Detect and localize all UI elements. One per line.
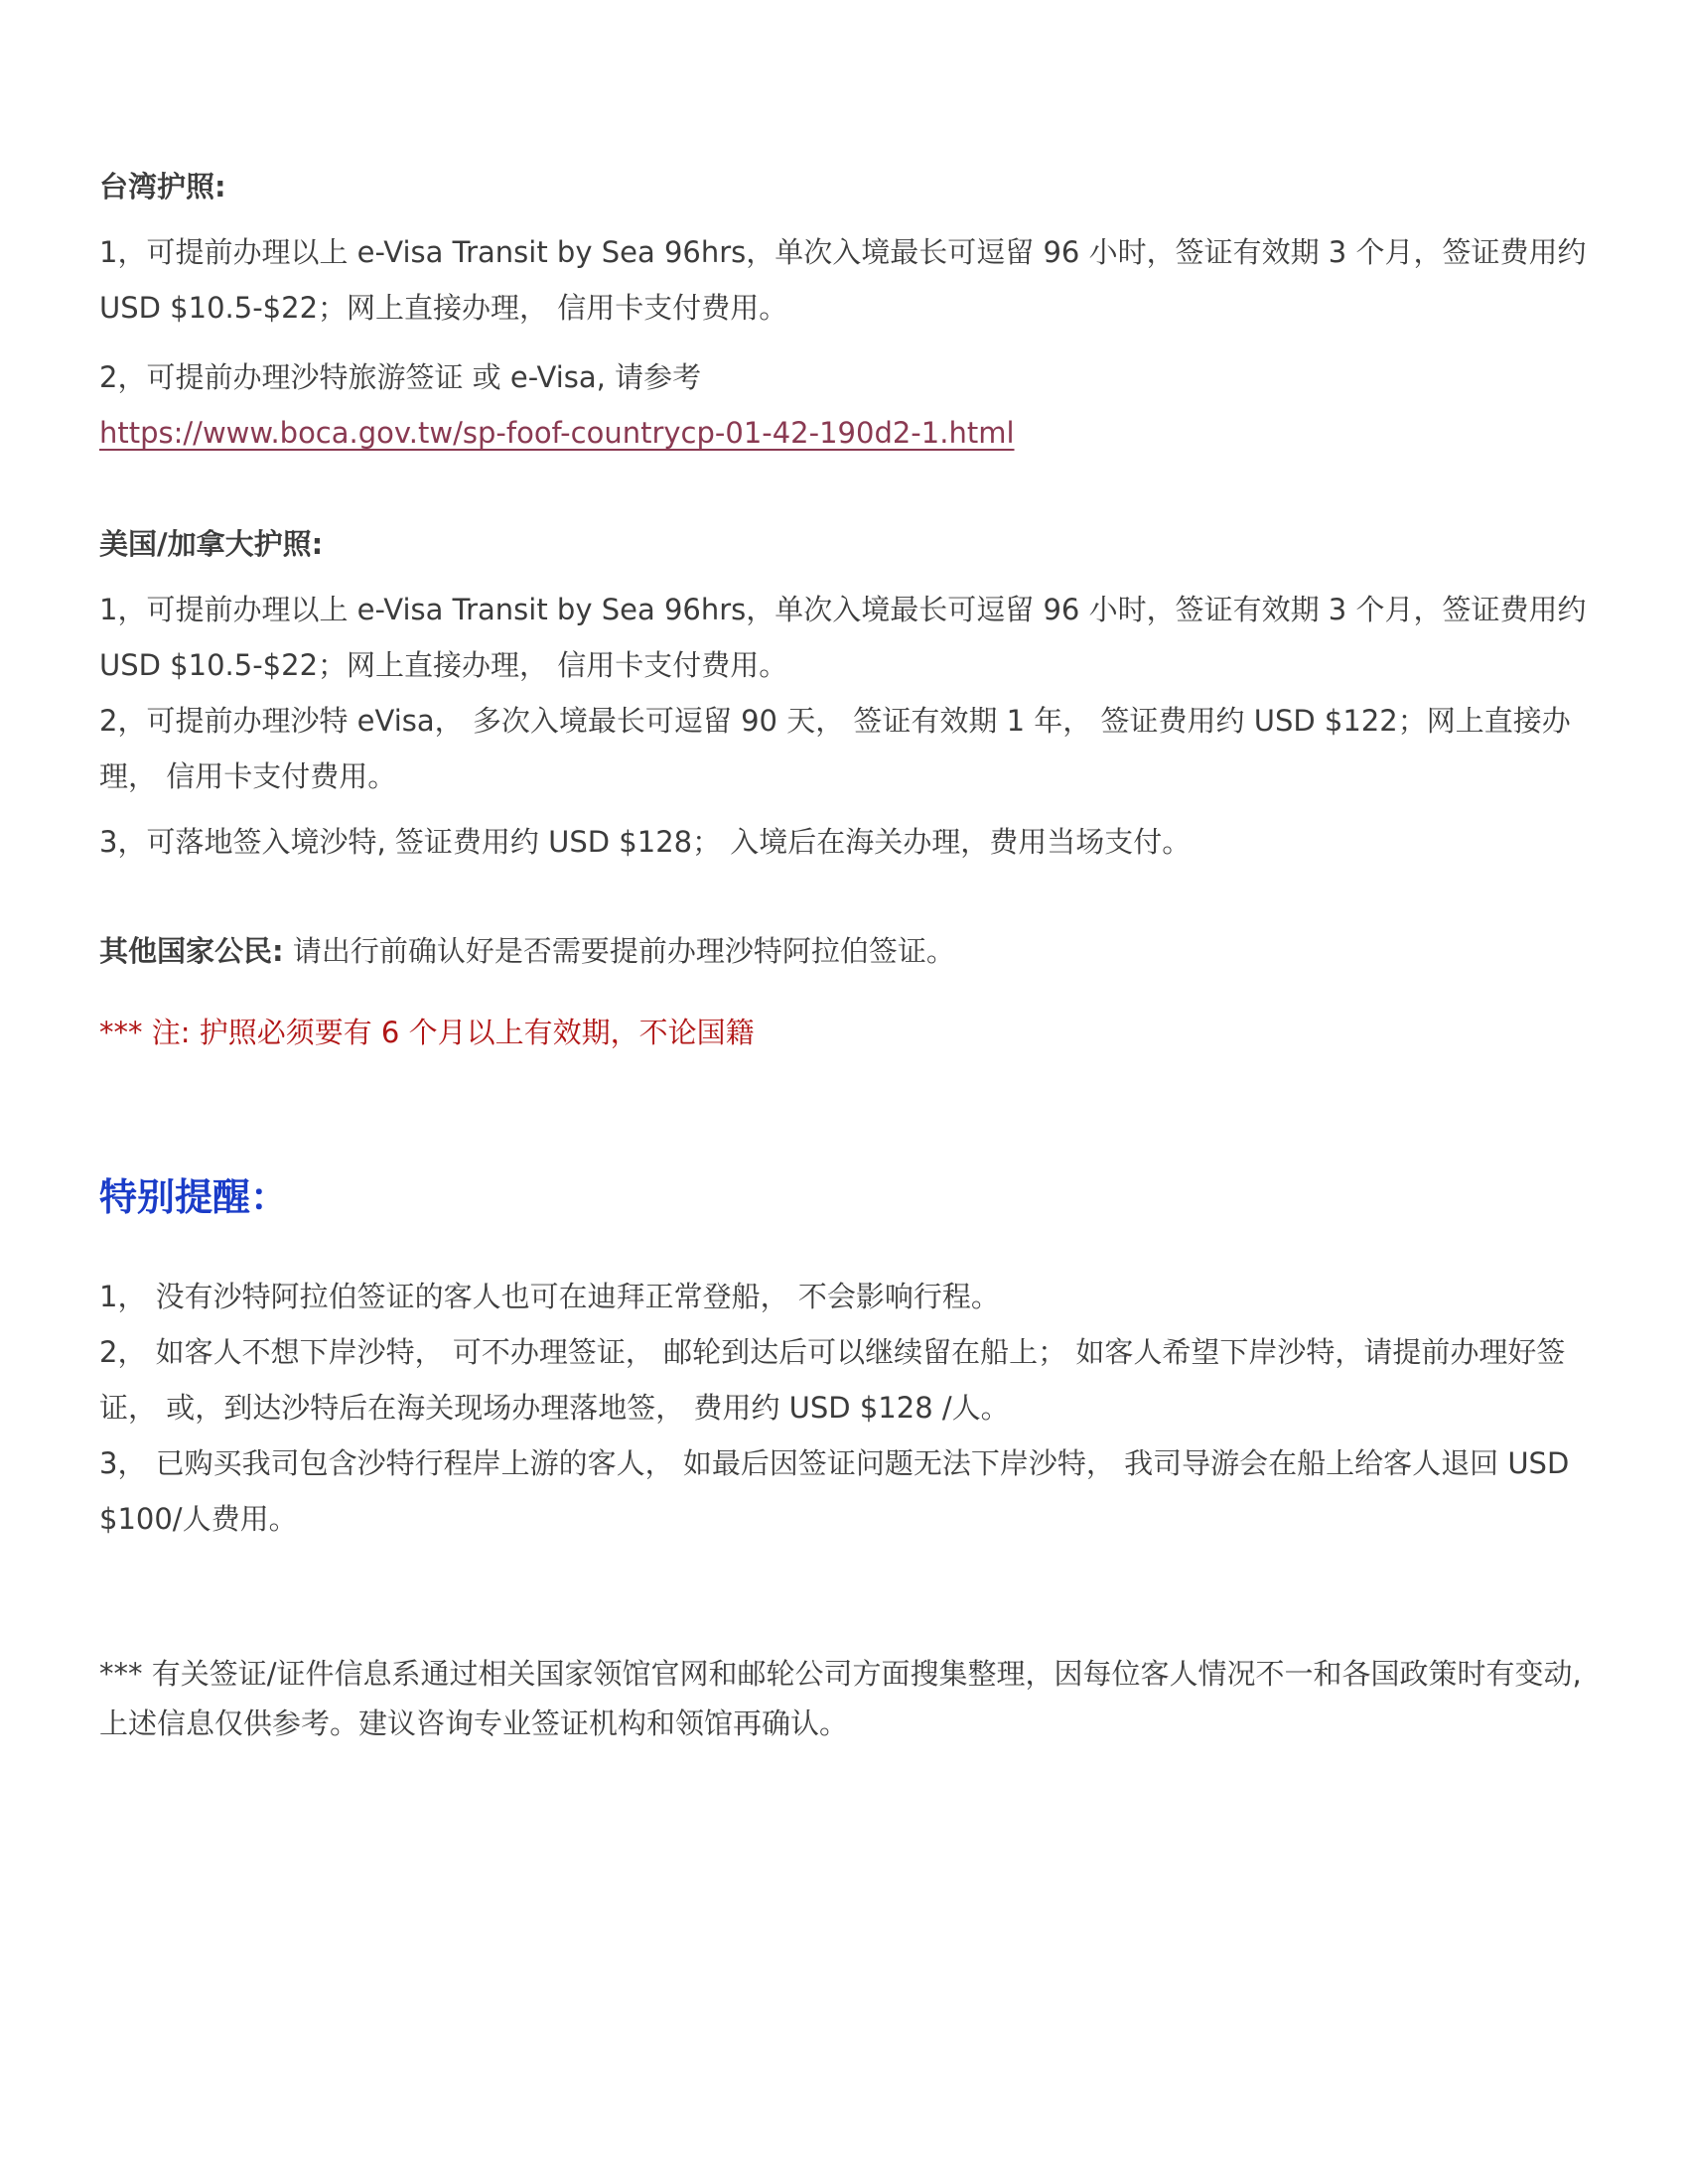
- us-canada-item-3-line-1: 3，可落地签入境沙特, 签证费用约 USD $128； 入境后在海关办理，费用当场支付。: [99, 825, 1192, 859]
- us-canada-heading: 美国/加拿大护照:: [99, 527, 324, 561]
- disclaimer-line-2: 上述信息仅供参考。建议咨询专业签证机构和领馆再确认。: [99, 1706, 849, 1740]
- taiwan-heading: 台湾护照:: [99, 170, 226, 204]
- special-item-3-line-2: $100/人费用。: [99, 1502, 298, 1536]
- other-nationals-label: 其他国家公民:: [99, 934, 284, 968]
- taiwan-item-2-line-1: 2，可提前办理沙特旅游签证 或 e-Visa, 请参考: [99, 360, 702, 394]
- us-canada-item-1-line-1: 1，可提前办理以上 e-Visa Transit by Sea 96hrs，单次入境最长可逗留 96 小时，签证有效期 3 个月，签证费用约: [99, 593, 1587, 626]
- us-canada-item-2-line-1: 2，可提前办理沙特 eVisa， 多次入境最长可逗留 90 天， 签证有效期 1 年， 签证费用约 USD $122；网上直接办: [99, 704, 1571, 738]
- boca-link[interactable]: https://www.boca.gov.tw/sp-foof-countrycp-01-42-190d2-1.html: [99, 416, 1015, 450]
- us-canada-item-1-line-2: USD $10.5-$22；网上直接办理， 信用卡支付费用。: [99, 648, 788, 682]
- other-nationals-text: 请出行前确认好是否需要提前办理沙特阿拉伯签证。: [283, 934, 955, 968]
- special-reminder-title: 特别提醒：: [99, 1175, 289, 1219]
- special-item-1-line-1: 1， 没有沙特阿拉伯签证的客人也可在迪拜正常登船， 不会影响行程。: [99, 1280, 1000, 1313]
- passport-validity-note: *** 注: 护照必须要有 6 个月以上有效期，不论国籍: [99, 1016, 755, 1049]
- special-item-2-line-1: 2， 如客人不想下岸沙特， 可不办理签证， 邮轮到达后可以继续留在船上； 如客人希望下岸沙特，请提前办理好签: [99, 1335, 1566, 1369]
- taiwan-item-1-line-2: USD $10.5-$22；网上直接办理， 信用卡支付费用。: [99, 291, 788, 325]
- special-item-3-line-1: 3， 已购买我司包含沙特行程岸上游的客人， 如最后因签证问题无法下岸沙特， 我司导游会在船上给客人退回 USD: [99, 1446, 1570, 1480]
- other-nationals-line: [99, 931, 955, 971]
- taiwan-item-1-line-1: 1，可提前办理以上 e-Visa Transit by Sea 96hrs，单次入境最长可逗留 96 小时，签证有效期 3 个月，签证费用约: [99, 235, 1587, 269]
- us-canada-item-2-line-2: 理， 信用卡支付费用。: [99, 759, 397, 793]
- special-item-2-line-2: 证， 或，到达沙特后在海关现场办理落地签， 费用约 USD $128 /人。: [99, 1391, 1010, 1425]
- disclaimer-line-1: *** 有关签证/证件信息系通过相关国家领馆官网和邮轮公司方面搜集整理，因每位客人情况不一和各国政策时有变动,: [99, 1657, 1582, 1691]
